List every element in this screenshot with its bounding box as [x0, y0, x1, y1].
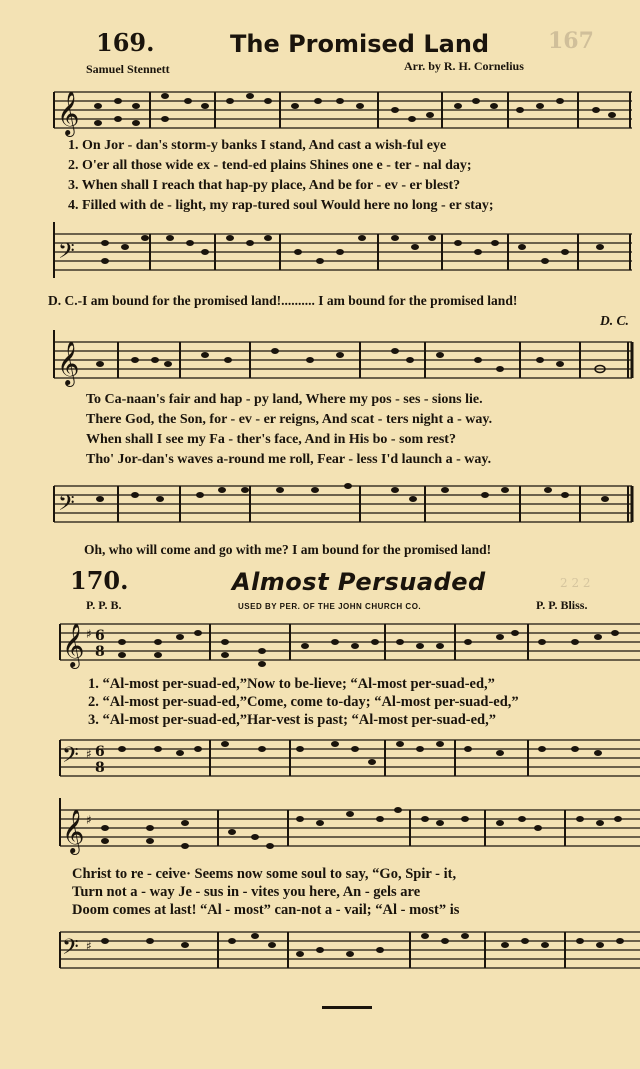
hymn-169-title: The Promised Land [230, 30, 490, 58]
hymn-170-author: P. P. B. [86, 598, 122, 612]
hymn-169-verse-3b: When shall I see my Fa - ther's face, And in His bo - som rest? [86, 432, 456, 447]
svg-text:𝄞: 𝄞 [57, 341, 80, 385]
svg-text:♯: ♯ [86, 747, 92, 761]
svg-text:♯: ♯ [86, 813, 92, 827]
hymn-169-dc-line: D. C.-I am bound for the promised land!.......... I am bound for the promised land! [48, 293, 518, 308]
hymn-170-system-1-treble-staff [0, 612, 640, 676]
page-bottom-ornament [322, 1006, 372, 1009]
hymn-169-system-1-bass-staff [0, 222, 640, 288]
hymn-170-system-2-treble-staff [0, 798, 640, 862]
svg-text:6: 6 [95, 744, 105, 760]
hymn-169-verse-3a: 3. When shall I reach that hap-py place, And be for - ev - er blest? [68, 178, 461, 193]
hymn-169-verse-2b: There God, the Son, for - ev - er reigns, And scat - ters night a - way. [86, 412, 493, 427]
hymn-169-arranger: Arr. by R. H. Cornelius [404, 59, 524, 73]
hymn-169-dc-mark: D. C. [600, 313, 629, 328]
svg-text:𝄢: 𝄢 [58, 239, 75, 269]
hymn-170-verse-2a: 2. “Al-most per-suad-ed,”Come, come to-day; “Al-most per-suad-ed,” [88, 694, 519, 710]
hymn-170-composer: P. P. Bliss. [536, 598, 588, 612]
hymn-170-system-1-bass-staff [0, 728, 640, 788]
bleed-through-mark: 2 2 2 [560, 576, 591, 590]
svg-text:𝄢: 𝄢 [62, 743, 79, 773]
hymn-169-verse-4a: 4. Filled with de - light, my rap-tured soul Would here no long - er stay; [68, 198, 494, 213]
hymn-169-verse-4b: Tho' Jor-dan's waves a-round me roll, Fear - less I'd launch a - way. [86, 452, 492, 467]
svg-text:𝄞: 𝄞 [57, 91, 80, 135]
hymn-169-author: Samuel Stennett [86, 62, 170, 76]
svg-text:♯: ♯ [86, 939, 92, 953]
hymn-169-number: 169. [96, 28, 155, 57]
svg-text:𝄞: 𝄞 [62, 623, 85, 667]
hymn-170-title: Almost Persuaded [232, 568, 486, 596]
svg-text:8: 8 [95, 760, 105, 776]
hymn-169-system-1-treble-staff [0, 82, 640, 142]
hymn-170-system-2-bass-staff [0, 920, 640, 980]
hymn-170-verse-3b: Doom comes at last! “Al - most” can-not a - vail; “Al - most” is [72, 902, 460, 918]
hymn-169-refrain-line: Oh, who will come and go with me? I am bound for the promised land! [84, 542, 492, 557]
hymn-169-system-2-treble-staff [0, 330, 640, 392]
hymn-169-verse-1b: To Ca-naan's fair and hap - py land, Where my pos - ses - sions lie. [86, 392, 483, 407]
hymn-170-number: 170. [70, 566, 129, 595]
svg-text:6: 6 [95, 628, 105, 644]
hymn-169-verse-2a: 2. O'er all those wide ex - tend-ed plains Shines one e - ter - nal day; [68, 158, 472, 173]
svg-text:𝄞: 𝄞 [62, 809, 85, 853]
bleed-through-number: 167 [548, 28, 594, 54]
hymn-170-verse-1b: Christ to re - ceive· Seems now some soul to say, “Go, Spir - it, [72, 866, 457, 882]
hymn-170-verse-3a: 3. “Al-most per-suad-ed,”Har-vest is past; “Al-most per-suad-ed,” [88, 712, 496, 728]
hymn-170-verse-2b: Turn not a - way Je - sus in - vites you here, An - gels are [72, 884, 421, 900]
hymn-169-verse-1a: 1. On Jor - dan's storm-y banks I stand, And cast a wish-ful eye [68, 138, 447, 153]
hymn-170-verse-1a: 1. “Al-most per-suad-ed,”Now to be-lieve; “Al-most per-suad-ed,” [88, 676, 495, 692]
svg-text:𝄢: 𝄢 [62, 935, 79, 965]
hymn-169-system-2-bass-staff [0, 474, 640, 540]
svg-text:8: 8 [95, 644, 105, 660]
svg-text:♯: ♯ [86, 627, 92, 641]
hymn-170-permission: USED BY PER. OF THE JOHN CHURCH CO. [238, 602, 422, 611]
svg-text:𝄢: 𝄢 [58, 491, 75, 521]
